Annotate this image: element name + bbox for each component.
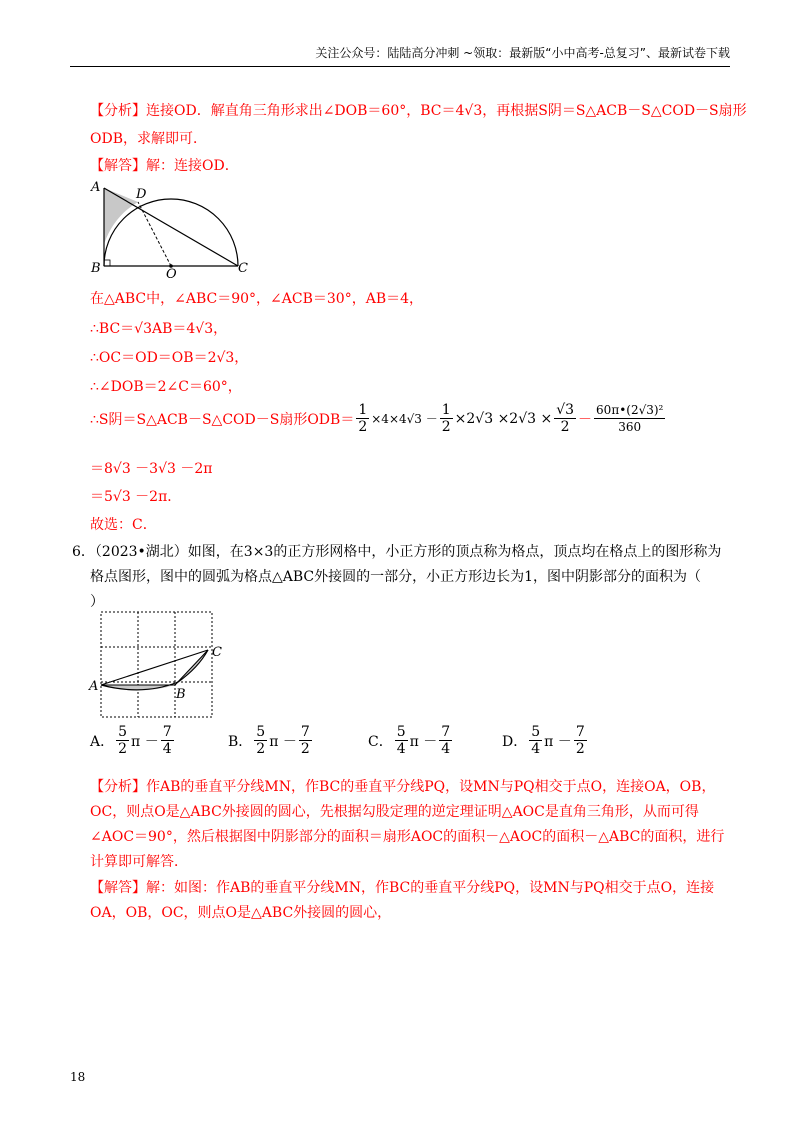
figure-semicircle [88,178,258,278]
shaded-region [104,188,138,244]
step-5-minus: － [578,411,593,428]
option-C[interactable] [368,724,454,757]
solution-1-step-2: ∴BC＝√3AB＝4√3， [90,321,228,337]
frac-den: 360 [618,420,642,434]
frac-num: 7 [575,724,585,740]
frac-num: 5 [118,724,128,740]
analysis-6-line-4: 计算即可解答． [90,854,188,870]
frac-den: 2 [560,419,570,435]
option-label: A． [90,733,115,750]
solution-1-step-3: ∴OC＝OD＝OB＝2√3， [90,350,249,366]
frac-den: 4 [396,741,406,757]
question-6-line-2: 格点图形，图中的圆弧为格点△ABC外接圆的一部分，小正方形边长为1，图中阴影部分的面积为（ [90,569,702,585]
page-header [70,44,730,67]
frac-den: 4 [162,741,172,757]
fraction-sector [594,402,665,435]
frac-num: 5 [531,724,541,740]
fraction [529,724,542,757]
frac-num: 1 [358,402,368,418]
pi-minus: π － [544,733,572,750]
page-number: 18 [70,1070,86,1084]
answer-6-line-2: OA，OB，OC，则点O是△ABC外接圆的圆心， [90,905,392,921]
option-label: D． [502,733,528,750]
fraction [299,724,312,757]
answer-1-label: 【解答】解：连接OD． [90,158,239,174]
fraction-half-2 [440,402,453,435]
label-D: D [136,187,147,202]
frac-den: 4 [441,741,451,757]
analysis-1-line-1: 【分析】连接OD．解直角三角形求出∠DOB＝60°，BC＝4√3，再根据S阴＝S△ACB－S△COD－S扇形 [90,103,747,119]
label-C: C [238,261,248,276]
frac-num: 7 [162,724,172,740]
frac-num: 1 [441,402,451,418]
frac-num: √3 [556,402,575,418]
label-B: B [176,687,186,702]
label-A: A [89,679,99,694]
analysis-6-line-1: 【分析】作AB的垂直平分线MN，作BC的垂直平分线PQ，设MN与PQ相交于点O，连接OA，OB， [90,779,716,795]
frac-den: 2 [300,741,310,757]
frac-den: 2 [358,419,368,435]
solution-1-step-4: ∴∠DOB＝2∠C＝60°， [90,379,242,395]
circle-arc [101,650,208,690]
solution-1-step-5 [90,402,667,435]
segment-OD [138,202,171,266]
analysis-1-line-2: ODB，求解即可． [90,131,207,147]
fraction-sqrt3-over-2 [554,402,576,435]
fraction [116,724,129,757]
figure-grid [88,608,238,720]
right-angle-mark [104,260,110,266]
header-text: 关注公众号：陆陆高分冲刺 ~领取：最新版“小中高考-总复习”、最新试卷下载 [315,46,730,60]
label-O: O [166,267,177,278]
frac-num: 5 [256,724,266,740]
pi-minus: π － [131,733,159,750]
pi-minus: π － [269,733,297,750]
frac-den: 4 [531,741,541,757]
segment-AC [104,188,238,266]
frac-den: 2 [256,741,266,757]
label-C: C [212,645,222,660]
frac-num: 60π•(2√3)² [596,403,664,417]
frac-den: 2 [118,741,128,757]
option-D[interactable] [502,724,589,757]
question-6-line-1: 6．（2023•湖北）如图，在3×3的正方形网格中，小正方形的顶点称为格点，顶点均在格点上的图形称为 [72,544,722,560]
fraction [574,724,587,757]
option-B[interactable] [228,724,314,757]
frac-den: 2 [575,741,585,757]
analysis-6-line-3: ∠AOC＝90°，然后根据图中阴影部分的面积＝扇形AOC的面积－△AOC的面积－△ABC的面积，进行 [90,829,725,845]
option-label: B． [228,733,253,750]
fraction [161,724,174,757]
step-5-mid-1: ×4×4√3 － [371,412,438,426]
option-A[interactable] [90,724,176,757]
option-label: C． [368,733,393,750]
fraction [439,724,452,757]
solution-1-step-7: ＝5√3 －2π． [90,489,182,505]
pi-minus: π － [409,733,438,750]
question-6-line-3: ） [90,594,104,610]
label-A: A [91,180,101,195]
frac-num: 5 [396,724,406,740]
solution-1-step-6: ＝8√3 －3√3 －2π [90,461,213,477]
answer-6-line-1: 【解答】解：如图：作AB的垂直平分线MN，作BC的垂直平分线PQ，设MN与PQ相交于点O，连接 [90,880,715,896]
frac-num: 7 [441,724,451,740]
analysis-6-line-2: OC，则点O是△ABC外接圆的圆心，先根据勾股定理的逆定理证明△AOC是直角三角形，从而可得 [90,804,699,820]
frac-den: 2 [441,419,451,435]
fraction [254,724,267,757]
fraction [395,724,408,757]
frac-num: 7 [300,724,310,740]
label-B: B [91,261,101,276]
solution-1-step-1: 在△ABC中，∠ABC＝90°，∠ACB＝30°，AB＝4， [90,291,424,307]
step-5-mid-2: ×2√3 ×2√3 × [454,410,553,427]
fraction-half-1 [356,402,369,435]
step-5-prefix: ∴S阴＝S△ACB－S△COD－S扇形ODB＝ [90,411,355,428]
solution-1-step-8: 故选：C． [90,517,157,533]
